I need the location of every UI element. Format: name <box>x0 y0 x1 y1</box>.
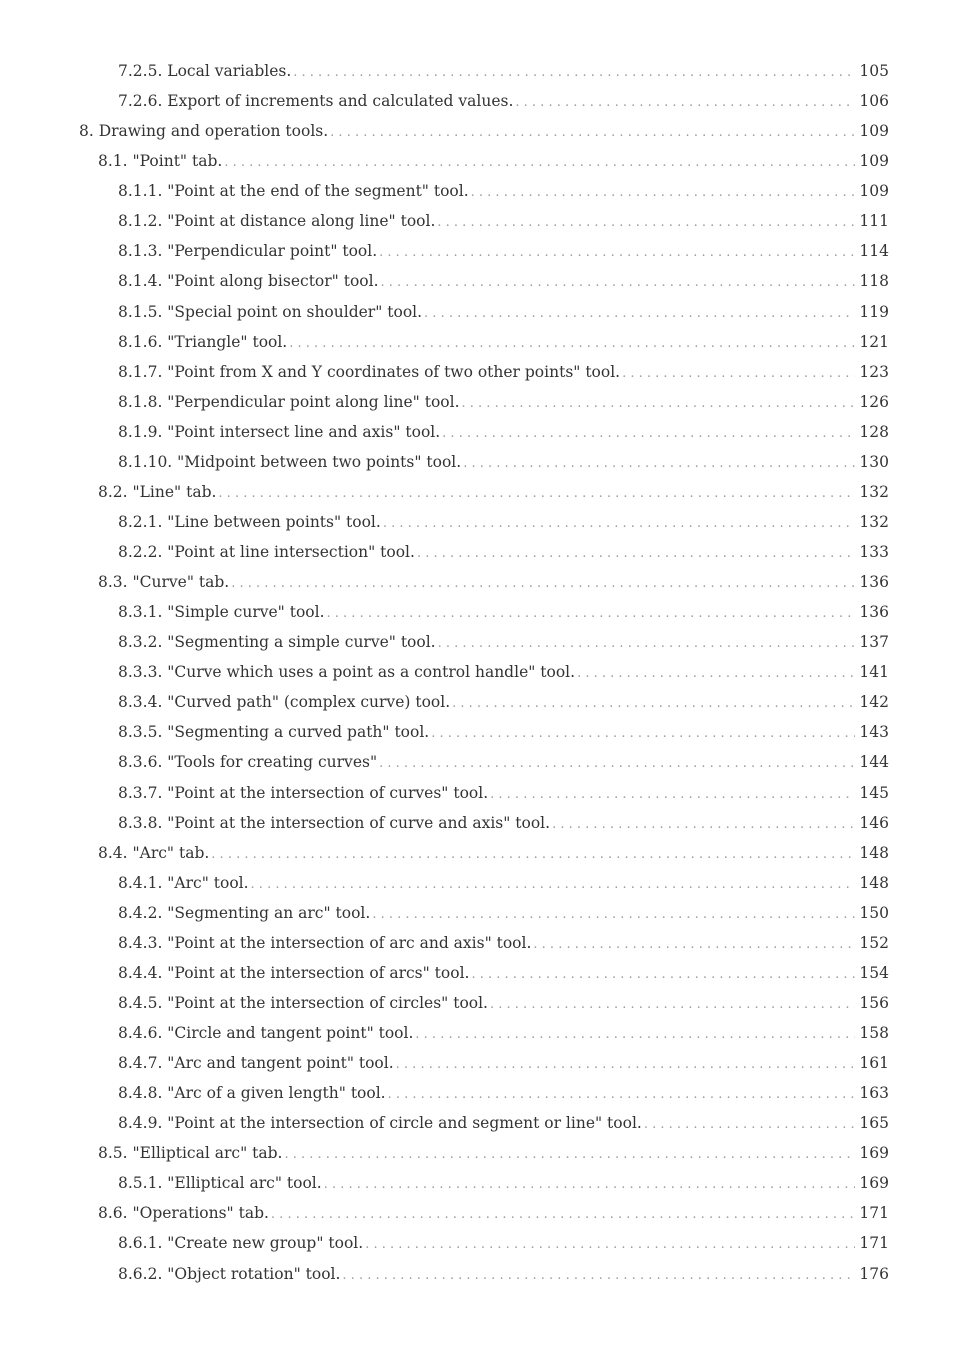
toc-entry-title[interactable]: 8.3. "Curve" tab. <box>98 573 230 592</box>
toc-entry[interactable] <box>0 236 969 266</box>
toc-dot-leader <box>377 238 855 266</box>
toc-entry-title[interactable]: 8.4.3. "Point at the intersection of arc and axis" tool. <box>118 933 532 952</box>
toc-entry-page-number[interactable]: 154 <box>859 963 889 982</box>
table-of-contents <box>0 56 969 1289</box>
toc-entry-title[interactable]: 8.2. "Line" tab. <box>98 482 217 501</box>
toc-dot-leader <box>216 479 855 507</box>
toc-entry-page-number[interactable]: 123 <box>859 362 889 381</box>
toc-dot-leader <box>429 719 855 747</box>
toc-dot-leader <box>269 1200 855 1228</box>
toc-entry-title[interactable]: 8.1. "Point" tab. <box>98 152 223 171</box>
toc-entry[interactable] <box>0 56 969 86</box>
toc-entry-page-number[interactable]: 171 <box>859 1234 889 1253</box>
toc-entry[interactable] <box>0 1228 969 1258</box>
toc-entry-title[interactable]: 8.2.1. "Line between points" tool. <box>118 512 381 531</box>
toc-entry[interactable] <box>0 116 969 146</box>
toc-entry[interactable] <box>0 477 969 507</box>
toc-dot-leader <box>325 599 856 627</box>
toc-entry-page-number[interactable]: 137 <box>859 633 889 652</box>
toc-dot-leader <box>322 1170 856 1198</box>
toc-entry[interactable] <box>0 1138 969 1168</box>
toc-entry-title[interactable]: 8.4.9. "Point at the intersection of circle and segment or line" tool. <box>118 1114 642 1133</box>
toc-entry-page-number[interactable]: 165 <box>859 1114 889 1133</box>
toc-entry-title[interactable]: 8.4.6. "Circle and tangent point" tool. <box>118 1024 414 1042</box>
toc-entry-page-number[interactable]: 109 <box>859 182 889 201</box>
toc-entry[interactable] <box>0 447 969 477</box>
toc-entry-page-number[interactable]: 132 <box>859 512 889 531</box>
toc-entry-title[interactable]: 8.3.6. "Tools for creating curves" <box>118 753 378 772</box>
toc-dot-leader <box>531 930 855 958</box>
toc-entry-page-number[interactable]: 158 <box>859 1024 889 1042</box>
toc-entry-title[interactable]: 8.6.2. "Object rotation" tool. <box>118 1264 341 1283</box>
toc-entry-title[interactable]: 8.4.1. "Arc" tool. <box>118 873 249 892</box>
toc-dot-leader <box>282 1140 855 1168</box>
toc-entry-title[interactable]: 8.5. "Elliptical arc" tab. <box>98 1144 283 1163</box>
toc-dot-leader <box>340 1261 855 1289</box>
toc-entry-page-number[interactable]: 128 <box>859 422 889 441</box>
toc-entry[interactable] <box>0 357 969 387</box>
toc-dot-leader <box>488 990 855 1018</box>
toc-entry[interactable] <box>0 146 969 176</box>
toc-entry[interactable] <box>0 1198 969 1228</box>
toc-entry-page-number[interactable]: 133 <box>859 543 889 561</box>
toc-entry-title[interactable]: 8.4.5. "Point at the intersection of circles" tool. <box>118 993 488 1012</box>
toc-dot-leader <box>229 569 855 597</box>
toc-entry-title[interactable]: 8.1.7. "Point from X and Y coordinates of two other points" tool. <box>118 362 621 381</box>
toc-entry-page-number[interactable]: 132 <box>859 482 889 501</box>
toc-entry[interactable] <box>0 206 969 236</box>
toc-entry[interactable] <box>0 1259 969 1289</box>
toc-entry-page-number[interactable]: 169 <box>859 1174 889 1193</box>
toc-entry-title[interactable]: 8.3.2. "Segmenting a simple curve" tool. <box>118 633 436 652</box>
toc-entry-page-number[interactable]: 130 <box>859 452 889 471</box>
toc-entry[interactable] <box>0 808 969 838</box>
toc-entry-title[interactable]: 8.3.1. "Simple curve" tool. <box>118 603 325 622</box>
toc-entry-page-number[interactable]: 121 <box>859 332 889 351</box>
toc-dot-leader <box>377 749 855 777</box>
toc-entry[interactable] <box>0 387 969 417</box>
toc-entry-page-number[interactable]: 111 <box>859 212 889 231</box>
toc-dot-leader <box>381 509 856 537</box>
toc-dot-leader <box>450 689 855 717</box>
toc-entry[interactable] <box>0 567 969 597</box>
toc-entry-page-number[interactable]: 105 <box>859 62 889 80</box>
toc-dot-leader <box>370 900 855 928</box>
toc-entry[interactable] <box>0 627 969 657</box>
toc-dot-leader <box>222 148 855 176</box>
toc-entry-title[interactable]: 8.4.8. "Arc of a given length" tool. <box>118 1084 386 1103</box>
toc-dot-leader <box>287 329 855 357</box>
toc-entry-page-number[interactable]: 143 <box>859 723 889 742</box>
toc-entry[interactable] <box>0 868 969 898</box>
toc-entry-page-number[interactable]: 141 <box>859 663 889 682</box>
toc-entry-page-number[interactable]: 118 <box>859 272 889 291</box>
toc-entry-page-number[interactable]: 146 <box>859 813 889 832</box>
toc-entry-page-number[interactable]: 136 <box>859 573 889 592</box>
toc-dot-leader <box>642 1110 856 1138</box>
toc-entry-page-number[interactable]: 148 <box>859 873 889 892</box>
toc-dot-leader <box>209 840 855 868</box>
toc-entry-title[interactable]: 8.1.9. "Point intersect line and axis" tool. <box>118 422 441 441</box>
toc-entry-title[interactable]: 8.6.1. "Create new group" tool. <box>118 1234 364 1253</box>
toc-entry-title[interactable]: 8.4. "Arc" tab. <box>98 843 210 862</box>
toc-dot-leader <box>249 870 856 898</box>
toc-entry-title[interactable]: 8.3.8. "Point at the intersection of curve and axis" tool. <box>118 813 551 832</box>
toc-entry-page-number[interactable]: 145 <box>859 783 889 802</box>
toc-entry[interactable] <box>0 747 969 777</box>
toc-entry-title[interactable]: 8.1.8. "Perpendicular point along line" tool. <box>118 392 460 411</box>
toc-entry-page-number[interactable]: 156 <box>859 993 889 1012</box>
toc-entry[interactable] <box>0 507 969 537</box>
toc-entry[interactable] <box>0 778 969 808</box>
toc-dot-leader <box>513 88 855 116</box>
toc-entry-page-number[interactable]: 109 <box>859 152 889 171</box>
toc-dot-leader <box>461 449 855 477</box>
toc-entry-title[interactable]: 8.2.2. "Point at line intersection" tool. <box>118 543 415 561</box>
toc-entry-title[interactable]: 8.5.1. "Elliptical arc" tool. <box>118 1174 322 1193</box>
toc-entry[interactable] <box>0 988 969 1018</box>
toc-entry-page-number[interactable]: 169 <box>859 1144 889 1163</box>
toc-entry-title[interactable]: 8.3.4. "Curved path" (complex curve) tool. <box>118 693 451 712</box>
toc-entry-page-number[interactable]: 119 <box>859 302 889 321</box>
toc-dot-leader <box>328 118 855 146</box>
toc-entry[interactable] <box>0 898 969 928</box>
toc-entry-title[interactable]: 8. Drawing and operation tools. <box>79 122 329 141</box>
toc-entry-title[interactable]: 8.4.2. "Segmenting an arc" tool. <box>118 903 371 922</box>
toc-entry-title[interactable]: 8.1.10. "Midpoint between two points" tool. <box>118 452 462 471</box>
toc-entry[interactable] <box>0 1168 969 1198</box>
toc-dot-leader <box>575 659 855 687</box>
toc-entry[interactable] <box>0 1078 969 1108</box>
toc-entry-title[interactable]: 8.1.4. "Point along bisector" tool. <box>118 272 379 291</box>
toc-entry-page-number[interactable]: 136 <box>859 603 889 622</box>
toc-entry-page-number[interactable]: 144 <box>859 753 889 772</box>
toc-entry-page-number[interactable]: 152 <box>859 933 889 952</box>
toc-dot-leader <box>363 1230 855 1258</box>
toc-entry-page-number[interactable]: 163 <box>859 1084 889 1103</box>
toc-entry[interactable] <box>0 928 969 958</box>
toc-entry[interactable] <box>0 176 969 206</box>
toc-entry-title[interactable]: 8.4.7. "Arc and tangent point" tool. <box>118 1054 394 1073</box>
toc-entry[interactable] <box>0 597 969 627</box>
toc-dot-leader <box>422 299 855 327</box>
toc-entry[interactable] <box>0 327 969 357</box>
toc-entry[interactable] <box>0 958 969 988</box>
toc-entry-title[interactable]: 8.4.4. "Point at the intersection of arcs" tool. <box>118 963 470 982</box>
toc-dot-leader <box>435 208 855 236</box>
toc-entry-title[interactable]: 8.6. "Operations" tab. <box>98 1204 269 1223</box>
toc-entry-page-number[interactable]: 148 <box>859 843 889 862</box>
toc-entry-page-number[interactable]: 161 <box>859 1054 889 1073</box>
toc-entry-title[interactable]: 7.2.6. Export of increments and calculated values. <box>118 92 514 111</box>
toc-entry[interactable] <box>0 1018 969 1048</box>
toc-entry-title[interactable]: 8.3.3. "Curve which uses a point as a control handle" tool. <box>118 663 576 682</box>
toc-entry[interactable] <box>0 537 969 567</box>
toc-entry-title[interactable]: 8.1.3. "Perpendicular point" tool. <box>118 242 378 261</box>
toc-dot-leader <box>460 389 856 417</box>
toc-entry[interactable] <box>0 717 969 747</box>
toc-dot-leader <box>469 960 855 988</box>
toc-dot-leader <box>550 810 855 838</box>
toc-entry-page-number[interactable]: 106 <box>859 92 889 111</box>
toc-dot-leader <box>488 780 855 808</box>
toc-entry-page-number[interactable]: 171 <box>859 1204 889 1223</box>
toc-dot-leader <box>386 1080 856 1108</box>
toc-entry-page-number[interactable]: 114 <box>859 242 889 261</box>
toc-dot-leader <box>436 629 856 657</box>
toc-dot-leader <box>291 58 855 86</box>
toc-entry[interactable] <box>0 1108 969 1138</box>
toc-entry-page-number[interactable]: 150 <box>859 903 889 922</box>
toc-entry[interactable] <box>0 687 969 717</box>
toc-entry[interactable] <box>0 297 969 327</box>
toc-entry-title[interactable]: 8.1.1. "Point at the end of the segment" tool. <box>118 182 469 201</box>
toc-dot-leader <box>620 359 855 387</box>
toc-dot-leader <box>440 419 855 447</box>
toc-entry[interactable] <box>0 1048 969 1078</box>
toc-entry-title[interactable]: 7.2.5. Local variables. <box>118 62 292 80</box>
toc-entry-page-number[interactable]: 126 <box>859 392 889 411</box>
toc-entry[interactable] <box>0 657 969 687</box>
toc-entry-title[interactable]: 8.1.2. "Point at distance along line" tool. <box>118 212 436 231</box>
toc-dot-leader <box>379 268 856 296</box>
toc-dot-leader <box>413 1020 855 1048</box>
toc-entry-title[interactable]: 8.3.5. "Segmenting a curved path" tool. <box>118 723 430 742</box>
toc-entry[interactable] <box>0 86 969 116</box>
toc-entry[interactable] <box>0 266 969 296</box>
toc-entry-page-number[interactable]: 109 <box>859 122 889 141</box>
toc-entry-title[interactable]: 8.1.5. "Special point on shoulder" tool. <box>118 302 423 321</box>
toc-entry-page-number[interactable]: 142 <box>859 693 889 712</box>
toc-entry-title[interactable]: 8.3.7. "Point at the intersection of curves" tool. <box>118 783 489 802</box>
toc-entry[interactable] <box>0 838 969 868</box>
toc-dot-leader <box>415 539 855 567</box>
toc-dot-leader <box>469 178 856 206</box>
toc-entry-page-number[interactable]: 176 <box>859 1264 889 1283</box>
toc-entry-title[interactable]: 8.1.6. "Triangle" tool. <box>118 332 288 351</box>
toc-entry[interactable] <box>0 417 969 447</box>
toc-dot-leader <box>394 1050 856 1078</box>
